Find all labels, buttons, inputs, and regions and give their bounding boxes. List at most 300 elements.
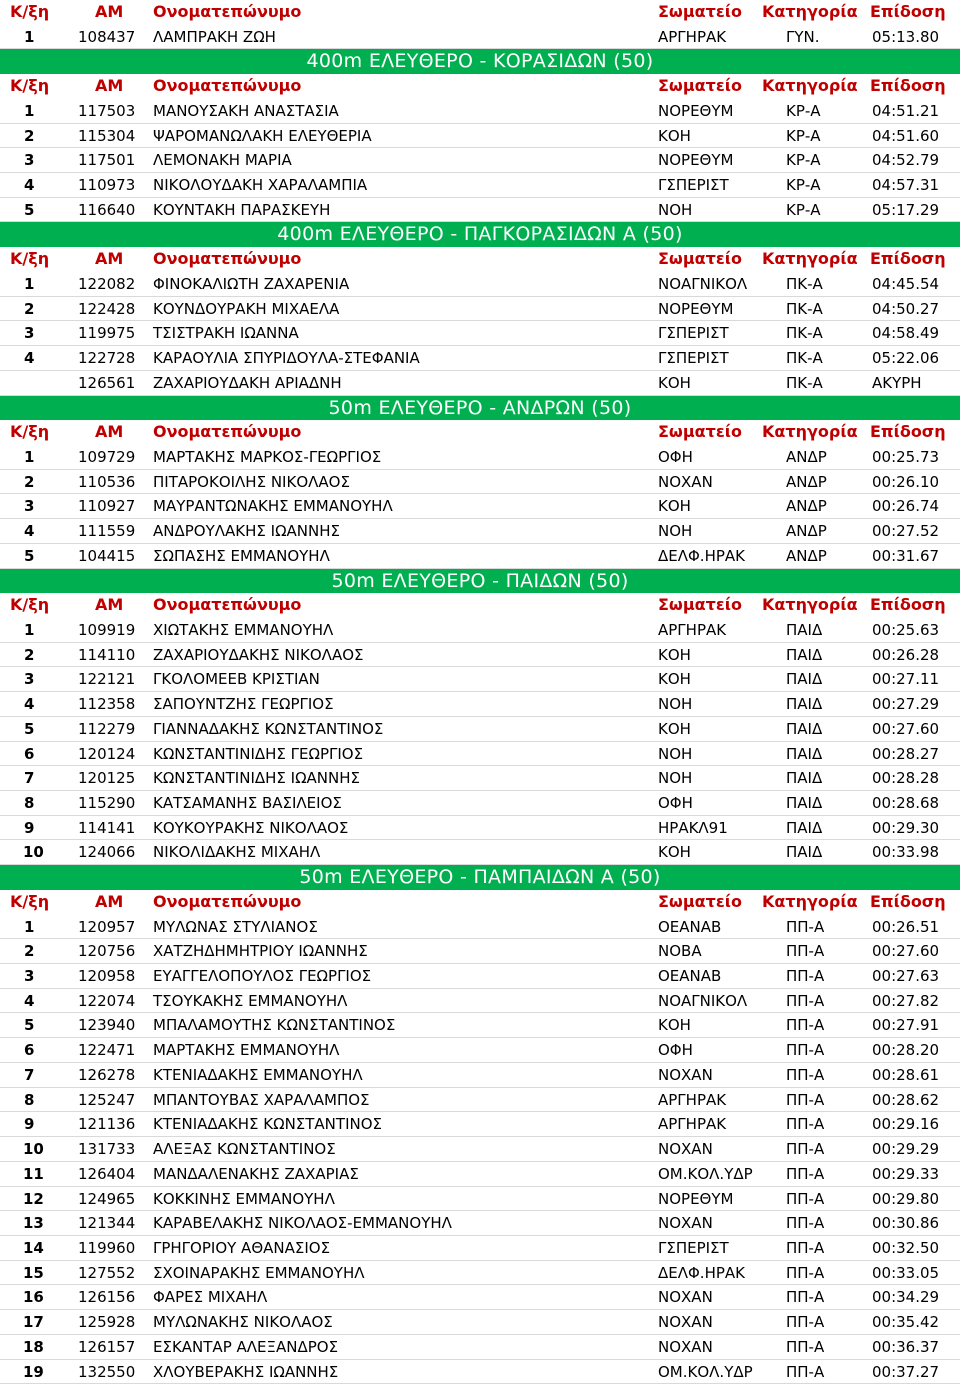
time-cell: 00:29.16 <box>872 1115 940 1134</box>
position-cell: 3 <box>24 670 35 689</box>
category-cell: ΠΚ-Α <box>786 349 823 368</box>
name-cell: ΝΙΚΟΛΟΥΔΑΚΗ ΧΑΡΑΛΑΜΠΙΑ <box>153 176 368 195</box>
club-cell: ΟΦΗ <box>658 447 693 466</box>
name-cell: ΧΛΟΥΒΕΡΑΚΗΣ ΙΩΑΝΝΗΣ <box>153 1362 339 1381</box>
result-row <box>0 99 960 124</box>
event-title: 50m ΕΛΕΥΘΕΡΟ - ΠΑΙΔΩΝ (50) <box>0 569 960 594</box>
name-cell: ΜΠΑΝΤΟΥΒΑΣ ΧΑΡΑΛΑΜΠΟΣ <box>153 1090 370 1109</box>
position-cell: 5 <box>24 200 35 219</box>
name-cell: ΚΟΥΝΔΟΥΡΑΚΗ ΜΙΧΑΕΛΑ <box>153 299 340 318</box>
category-cell: ΚΡ-Α <box>786 176 821 195</box>
name-cell: ΑΝΔΡΟΥΛΑΚΗΣ ΙΩΑΝΝΗΣ <box>153 522 340 541</box>
result-row <box>0 198 960 223</box>
am-cell: 117501 <box>78 151 136 170</box>
event-title: 50m ΕΛΕΥΘΕΡΟ - ΑΝΔΡΩΝ (50) <box>0 396 960 421</box>
am-cell: 120125 <box>78 769 136 788</box>
result-row <box>0 1211 960 1236</box>
name-cell: ΚΟΚΚΙΝΗΣ ΕΜΜΑΝΟΥΗΛ <box>153 1189 335 1208</box>
am-cell: 122428 <box>78 299 136 318</box>
name-cell: ΣΑΠΟΥΝΤΖΗΣ ΓΕΩΡΓΙΟΣ <box>153 695 334 714</box>
am-cell: 108437 <box>78 27 136 46</box>
time-cell: 00:27.82 <box>872 991 940 1010</box>
club-cell: ΑΡΓΗΡΑΚ <box>658 27 727 46</box>
time-cell: 00:27.29 <box>872 695 940 714</box>
club-cell: ΓΣΠΕΡΙΣΤ <box>658 1238 729 1257</box>
club-cell: ΝΟΡΕΘΥΜ <box>658 101 734 120</box>
category-cell: ΠΑΙΔ <box>786 695 823 714</box>
category-cell: ΠΠ-Α <box>786 1164 825 1183</box>
result-row <box>0 371 960 396</box>
name-cell: ΠΙΤΑΡΟΚΟΙΛΗΣ ΝΙΚΟΛΑΟΣ <box>153 472 350 491</box>
time-cell: 00:28.27 <box>872 744 940 763</box>
name-cell: ΧΑΤΖΗΔΗΜΗΤΡΙΟΥ ΙΩΑΝΝΗΣ <box>153 942 368 961</box>
name-cell: ΓΚΟΛΟΜΕΕΒ ΚΡΙΣΤΙΑΝ <box>153 670 320 689</box>
position-cell: 19 <box>23 1362 44 1381</box>
club-cell: ΝΟΗ <box>658 695 693 714</box>
position-cell: 6 <box>24 1041 35 1060</box>
category-cell: ΠΑΙΔ <box>786 719 823 738</box>
am-cell: 120958 <box>78 967 136 986</box>
club-cell: ΚΟΗ <box>658 497 691 516</box>
category-cell: ΠΑΙΔ <box>786 645 823 664</box>
category-cell: ΚΡ-Α <box>786 151 821 170</box>
category-cell: ΠΑΙΔ <box>786 744 823 763</box>
header-time: Επίδοση <box>870 2 946 21</box>
result-row <box>0 173 960 198</box>
name-cell: ΚΩΝΣΤΑΝΤΙΝΙΔΗΣ ΓΕΩΡΓΙΟΣ <box>153 744 364 763</box>
header-pos: Κ/ξη <box>10 249 50 269</box>
am-cell: 117503 <box>78 101 136 120</box>
header-name: Ονοματεπώνυμο <box>153 76 302 96</box>
am-cell: 124965 <box>78 1189 136 1208</box>
header-category: Κατηγορία <box>762 2 858 21</box>
name-cell: ΕΥΑΓΓΕΛΟΠΟΥΛΟΣ ΓΕΩΡΓΙΟΣ <box>153 967 372 986</box>
category-cell: ΚΡ-Α <box>786 126 821 145</box>
time-cell: 00:27.91 <box>872 1016 940 1035</box>
name-cell: ΑΛΕΞΑΣ ΚΩΝΣΤΑΝΤΙΝΟΣ <box>153 1140 336 1159</box>
header-am: ΑΜ <box>95 76 124 96</box>
result-row <box>0 1162 960 1187</box>
position-cell: 1 <box>24 620 35 639</box>
time-cell: 00:34.29 <box>872 1288 940 1307</box>
category-cell: ΠΠ-Α <box>786 1362 825 1381</box>
club-cell: ΓΣΠΕΡΙΣΤ <box>658 324 729 343</box>
result-row <box>0 1236 960 1261</box>
name-cell: ΚΩΝΣΤΑΝΤΙΝΙΔΗΣ ΙΩΑΝΝΗΣ <box>153 769 361 788</box>
position-cell: 18 <box>23 1337 44 1356</box>
category-cell: ΠΠ-Α <box>786 1288 825 1307</box>
category-cell: ΠΠ-Α <box>786 942 825 961</box>
club-cell: ΝΟΡΕΘΥΜ <box>658 1189 734 1208</box>
category-cell: ΠΠ-Α <box>786 1016 825 1035</box>
header-pos: Κ/ξη <box>10 2 50 21</box>
am-cell: 112279 <box>78 719 136 738</box>
time-cell: 00:37.27 <box>872 1362 940 1381</box>
result-row <box>0 1360 960 1384</box>
header-category: Κατηγορία <box>762 249 858 269</box>
time-cell: 00:26.74 <box>872 497 940 516</box>
am-cell: 125928 <box>78 1313 136 1332</box>
result-row <box>0 1013 960 1038</box>
name-cell: ΚΑΤΣΑΜΑΝΗΣ ΒΑΣΙΛΕΙΟΣ <box>153 794 342 812</box>
position-cell: 12 <box>23 1189 44 1208</box>
header-name: Ονοματεπώνυμο <box>153 595 302 615</box>
club-cell: ΝΟΑΓΝΙΚΟΛ <box>658 991 748 1010</box>
header-club: Σωματείο <box>658 891 742 911</box>
result-row <box>0 1310 960 1335</box>
position-cell: 11 <box>23 1164 44 1183</box>
result-row <box>0 643 960 668</box>
result-row <box>0 816 960 841</box>
am-cell: 122728 <box>78 349 136 368</box>
am-cell: 109919 <box>78 620 136 639</box>
position-cell: 3 <box>24 151 35 170</box>
name-cell: ΚΤΕΝΙΑΔΑΚΗΣ ΚΩΝΣΤΑΝΤΙΝΟΣ <box>153 1115 382 1134</box>
am-cell: 122074 <box>78 991 136 1010</box>
result-row <box>0 1088 960 1113</box>
header-pos: Κ/ξη <box>10 422 50 442</box>
header-category: Κατηγορία <box>762 891 858 911</box>
category-cell: ΠΑΙΔ <box>786 670 823 689</box>
name-cell: ΦΑΡΕΣ ΜΙΧΑΗΛ <box>153 1288 268 1307</box>
am-cell: 124066 <box>78 843 136 862</box>
result-row <box>0 494 960 519</box>
am-cell: 109729 <box>78 447 136 466</box>
am-cell: 121344 <box>78 1214 136 1233</box>
am-cell: 115304 <box>78 126 136 145</box>
position-cell: 4 <box>24 991 35 1010</box>
club-cell: ΔΕΛΦ.ΗΡΑΚ <box>658 546 745 565</box>
result-row <box>0 544 960 569</box>
category-cell: ΠΠ-Α <box>786 1041 825 1060</box>
am-cell: 126561 <box>78 373 136 392</box>
position-cell: 16 <box>23 1288 44 1307</box>
name-cell: ΨΑΡΟΜΑΝΩΛΑΚΗ ΕΛΕΥΘΕΡΙΑ <box>153 126 372 145</box>
am-cell: 111559 <box>78 522 136 541</box>
time-cell: 05:13.80 <box>872 27 940 46</box>
time-cell: 00:33.05 <box>872 1263 940 1282</box>
position-cell: 17 <box>23 1313 44 1332</box>
club-cell: ΟΜ.ΚΟΛ.ΥΔΡ <box>658 1164 753 1183</box>
result-row <box>0 989 960 1014</box>
am-cell: 123940 <box>78 1016 136 1035</box>
category-cell: ΑΝΔΡ <box>786 472 827 491</box>
am-cell: 119960 <box>78 1238 136 1257</box>
club-cell: ΟΦΗ <box>658 1041 693 1060</box>
category-cell: ΠΠ-Α <box>786 1090 825 1109</box>
club-cell: ΝΟΧΑΝ <box>658 1288 713 1307</box>
time-cell: 00:25.63 <box>872 620 940 639</box>
am-cell: 110927 <box>78 497 136 516</box>
time-cell: 00:30.86 <box>872 1214 940 1233</box>
category-cell: ΠΑΙΔ <box>786 769 823 788</box>
result-row <box>0 445 960 470</box>
position-cell: 15 <box>23 1263 44 1282</box>
am-cell: 116640 <box>78 200 136 219</box>
time-cell: 00:36.37 <box>872 1337 940 1356</box>
result-row <box>0 148 960 173</box>
position-cell: 8 <box>24 794 35 812</box>
name-cell: ΜΑΡΤΑΚΗΣ ΕΜΜΑΝΟΥΗΛ <box>153 1041 340 1060</box>
club-cell: ΝΟΗ <box>658 200 693 219</box>
am-cell: 110536 <box>78 472 136 491</box>
header-pos: Κ/ξη <box>10 76 50 96</box>
name-cell: ΕΣΚΑΝΤΑΡ ΑΛΕΞΑΝΔΡΟΣ <box>153 1337 339 1356</box>
result-row <box>0 766 960 791</box>
header-pos: Κ/ξη <box>10 595 50 615</box>
header-name: Ονοματεπώνυμο <box>153 249 302 269</box>
am-cell: 127552 <box>78 1263 136 1282</box>
column-header-row <box>0 0 960 25</box>
category-cell: ΠΠ-Α <box>786 1337 825 1356</box>
am-cell: 122121 <box>78 670 136 689</box>
time-cell: 00:31.67 <box>872 546 940 565</box>
category-cell: ΠΑΙΔ <box>786 843 823 862</box>
header-category: Κατηγορία <box>762 422 858 442</box>
name-cell: ΣΧΟΙΝΑΡΑΚΗΣ ΕΜΜΑΝΟΥΗΛ <box>153 1263 365 1282</box>
position-cell: 4 <box>24 176 35 195</box>
header-time: Επίδοση <box>870 76 946 96</box>
name-cell: ΚΟΥΚΟΥΡΑΚΗΣ ΝΙΚΟΛΑΟΣ <box>153 818 349 837</box>
am-cell: 132550 <box>78 1362 136 1381</box>
time-cell: 04:51.60 <box>872 126 940 145</box>
am-cell: 122471 <box>78 1041 136 1060</box>
header-name: Ονοματεπώνυμο <box>153 2 302 21</box>
club-cell: ΟΕΑΝΑΒ <box>658 917 722 936</box>
time-cell: 00:28.28 <box>872 769 940 788</box>
club-cell: ΝΟΡΕΘΥΜ <box>658 151 734 170</box>
header-am: ΑΜ <box>95 891 124 911</box>
category-cell: ΠΑΙΔ <box>786 794 823 812</box>
position-cell: 4 <box>24 349 35 368</box>
category-cell: ΚΡ-Α <box>786 200 821 219</box>
category-cell: ΑΝΔΡ <box>786 546 827 565</box>
category-cell: ΠΑΙΔ <box>786 818 823 837</box>
position-cell: 2 <box>24 645 35 664</box>
club-cell: ΟΜ.ΚΟΛ.ΥΔΡ <box>658 1362 753 1381</box>
header-am: ΑΜ <box>95 2 124 21</box>
header-club: Σωματείο <box>658 249 742 269</box>
club-cell: ΓΣΠΕΡΙΣΤ <box>658 349 729 368</box>
category-cell: ΠΠ-Α <box>786 1140 825 1159</box>
name-cell: ΦΙΝΟΚΑΛΙΩΤΗ ΖΑΧΑΡΕΝΙΑ <box>153 274 350 293</box>
name-cell: ΜΑΥΡΑΝΤΩΝΑΚΗΣ ΕΜΜΑΝΟΥΗΛ <box>153 497 393 516</box>
name-cell: ΛΕΜΟΝΑΚΗ ΜΑΡΙΑ <box>153 151 292 170</box>
column-header-row <box>0 74 960 99</box>
am-cell: 120756 <box>78 942 136 961</box>
am-cell: 115290 <box>78 794 136 812</box>
event-title: 400m ΕΛΕΥΘΕΡΟ - ΠΑΓΚΟΡΑΣΙΔΩΝ Α (50) <box>0 222 960 247</box>
name-cell: ΜΥΛΩΝΑΣ ΣΤΥΛΙΑΝΟΣ <box>153 917 318 936</box>
result-row <box>0 1063 960 1088</box>
name-cell: ΚΑΡΑΒΕΛΑΚΗΣ ΝΙΚΟΛΑΟΣ-ΕΜΜΑΝΟΥΗΛ <box>153 1214 452 1233</box>
name-cell: ΚΟΥΝΤΑΚΗ ΠΑΡΑΣΚΕΥΗ <box>153 200 331 219</box>
time-cell: 00:26.51 <box>872 917 940 936</box>
am-cell: 126156 <box>78 1288 136 1307</box>
header-time: Επίδοση <box>870 422 946 442</box>
position-cell: 2 <box>24 942 35 961</box>
category-cell: ΠΠ-Α <box>786 917 825 936</box>
result-row <box>0 667 960 692</box>
time-cell: 00:27.63 <box>872 967 940 986</box>
result-row <box>0 791 960 816</box>
column-header-row <box>0 890 960 915</box>
category-cell: ΠΠ-Α <box>786 1065 825 1084</box>
club-cell: ΝΟΗ <box>658 744 693 763</box>
club-cell: ΑΡΓΗΡΑΚ <box>658 1115 727 1134</box>
time-cell: 04:52.79 <box>872 151 940 170</box>
club-cell: ΝΟΑΓΝΙΚΟΛ <box>658 274 748 293</box>
position-cell: 10 <box>23 1140 44 1159</box>
category-cell: ΠΠ-Α <box>786 1189 825 1208</box>
am-cell: 126278 <box>78 1065 136 1084</box>
position-cell: 9 <box>24 818 35 837</box>
result-row <box>0 1335 960 1360</box>
header-name: Ονοματεπώνυμο <box>153 891 302 911</box>
name-cell: ΤΣΙΣΤΡΑΚΗ ΙΩΑΝΝΑ <box>153 324 299 343</box>
category-cell: ΠΠ-Α <box>786 1115 825 1134</box>
name-cell: ΤΣΟΥΚΑΚΗΣ ΕΜΜΑΝΟΥΗΛ <box>153 991 348 1010</box>
result-row <box>0 1137 960 1162</box>
category-cell: ΠΚ-Α <box>786 299 823 318</box>
time-cell: 04:57.31 <box>872 176 940 195</box>
event-title: 400m ΕΛΕΥΘΕΡΟ - ΚΟΡΑΣΙΔΩΝ (50) <box>0 49 960 74</box>
result-row <box>0 25 960 50</box>
position-cell: 14 <box>23 1238 44 1257</box>
position-cell: 9 <box>24 1115 35 1134</box>
name-cell: ΚΑΡΑΟΥΛΙΑ ΣΠΥΡΙΔΟΥΛΑ-ΣΤΕΦΑΝΙΑ <box>153 349 420 368</box>
name-cell: ΜΠΑΛΑΜΟΥΤΗΣ ΚΩΝΣΤΑΝΤΙΝΟΣ <box>153 1016 396 1035</box>
am-cell: 126157 <box>78 1337 136 1356</box>
time-cell: 00:25.73 <box>872 447 940 466</box>
name-cell: ΓΡΗΓΟΡΙΟΥ ΑΘΑΝΑΣΙΟΣ <box>153 1238 331 1257</box>
position-cell: 5 <box>24 719 35 738</box>
position-cell: 7 <box>24 769 35 788</box>
position-cell: 5 <box>24 546 35 565</box>
club-cell: ΚΟΗ <box>658 1016 691 1035</box>
position-cell: 5 <box>24 1016 35 1035</box>
position-cell: 3 <box>24 497 35 516</box>
category-cell: ΠΑΙΔ <box>786 620 823 639</box>
time-cell: 00:27.60 <box>872 719 940 738</box>
category-cell: ΠΠ-Α <box>786 1214 825 1233</box>
time-cell: 00:29.33 <box>872 1164 940 1183</box>
category-cell: ΠΚ-Α <box>786 274 823 293</box>
category-cell: ΠΠ-Α <box>786 967 825 986</box>
position-cell: 2 <box>24 126 35 145</box>
am-cell: 122082 <box>78 274 136 293</box>
time-cell: 00:35.42 <box>872 1313 940 1332</box>
name-cell: ΝΙΚΟΛΙΔΑΚΗΣ ΜΙΧΑΗΛ <box>153 843 321 862</box>
name-cell: ΛΑΜΠΡΑΚΗ ΖΩΗ <box>153 27 276 46</box>
time-cell: ΑΚΥΡΗ <box>872 373 922 392</box>
am-cell: 120957 <box>78 917 136 936</box>
result-row <box>0 124 960 149</box>
result-row <box>0 618 960 643</box>
result-row <box>0 717 960 742</box>
time-cell: 00:32.50 <box>872 1238 940 1257</box>
category-cell: ΑΝΔΡ <box>786 497 827 516</box>
club-cell: ΝΟΒΑ <box>658 942 702 961</box>
club-cell: ΚΟΗ <box>658 719 691 738</box>
position-cell: 4 <box>24 522 35 541</box>
category-cell: ΠΚ-Α <box>786 373 823 392</box>
header-am: ΑΜ <box>95 249 124 269</box>
header-name: Ονοματεπώνυμο <box>153 422 302 442</box>
result-row <box>0 272 960 297</box>
result-row <box>0 915 960 940</box>
time-cell: 04:45.54 <box>872 274 940 293</box>
result-row <box>0 470 960 495</box>
position-cell: 7 <box>24 1065 35 1084</box>
result-row <box>0 297 960 322</box>
club-cell: ΑΡΓΗΡΑΚ <box>658 1090 727 1109</box>
position-cell: 8 <box>24 1090 35 1109</box>
category-cell: ΠΠ-Α <box>786 1263 825 1282</box>
time-cell: 00:26.10 <box>872 472 940 491</box>
position-cell: 10 <box>23 843 44 862</box>
result-row <box>0 840 960 865</box>
header-am: ΑΜ <box>95 422 124 442</box>
category-cell: ΚΡ-Α <box>786 101 821 120</box>
am-cell: 110973 <box>78 176 136 195</box>
name-cell: ΖΑΧΑΡΙΟΥΔΑΚΗΣ ΝΙΚΟΛΑΟΣ <box>153 645 364 664</box>
club-cell: ΚΟΗ <box>658 373 691 392</box>
category-cell: ΓΥΝ. <box>786 27 820 46</box>
club-cell: ΝΟΧΑΝ <box>658 1140 713 1159</box>
club-cell: ΔΕΛΦ.ΗΡΑΚ <box>658 1263 745 1282</box>
time-cell: 00:28.62 <box>872 1090 940 1109</box>
club-cell: ΝΟΧΑΝ <box>658 1337 713 1356</box>
header-pos: Κ/ξη <box>10 891 50 911</box>
name-cell: ΓΙΑΝΝΑΔΑΚΗΣ ΚΩΝΣΤΑΝΤΙΝΟΣ <box>153 719 384 738</box>
header-club: Σωματείο <box>658 76 742 96</box>
column-header-row <box>0 593 960 618</box>
header-time: Επίδοση <box>870 595 946 615</box>
position-cell: 3 <box>24 324 35 343</box>
result-row <box>0 346 960 371</box>
club-cell: ΟΦΗ <box>658 794 693 812</box>
time-cell: 05:17.29 <box>872 200 940 219</box>
category-cell: ΠΠ-Α <box>786 1238 825 1257</box>
time-cell: 00:29.29 <box>872 1140 940 1159</box>
category-cell: ΠΚ-Α <box>786 324 823 343</box>
club-cell: ΝΟΡΕΘΥΜ <box>658 299 734 318</box>
time-cell: 00:27.52 <box>872 522 940 541</box>
header-category: Κατηγορία <box>762 76 858 96</box>
am-cell: 114110 <box>78 645 136 664</box>
name-cell: ΜΑΝΟΥΣΑΚΗ ΑΝΑΣΤΑΣΙΑ <box>153 101 339 120</box>
time-cell: 04:50.27 <box>872 299 940 318</box>
club-cell: ΓΣΠΕΡΙΣΤ <box>658 176 729 195</box>
position-cell: 3 <box>24 967 35 986</box>
am-cell: 114141 <box>78 818 136 837</box>
am-cell: 126404 <box>78 1164 136 1183</box>
am-cell: 119975 <box>78 324 136 343</box>
header-am: ΑΜ <box>95 595 124 615</box>
category-cell: ΑΝΔΡ <box>786 522 827 541</box>
name-cell: ΧΙΩΤΑΚΗΣ ΕΜΜΑΝΟΥΗΛ <box>153 620 334 639</box>
position-cell: 1 <box>24 917 35 936</box>
club-cell: ΚΟΗ <box>658 670 691 689</box>
time-cell: 00:28.20 <box>872 1041 940 1060</box>
event-title: 50m ΕΛΕΥΘΕΡΟ - ΠΑΜΠΑΙΔΩΝ Α (50) <box>0 865 960 890</box>
time-cell: 00:29.30 <box>872 818 940 837</box>
column-header-row <box>0 247 960 272</box>
club-cell: ΝΟΧΑΝ <box>658 1214 713 1233</box>
club-cell: ΝΟΧΑΝ <box>658 1313 713 1332</box>
column-header-row <box>0 420 960 445</box>
